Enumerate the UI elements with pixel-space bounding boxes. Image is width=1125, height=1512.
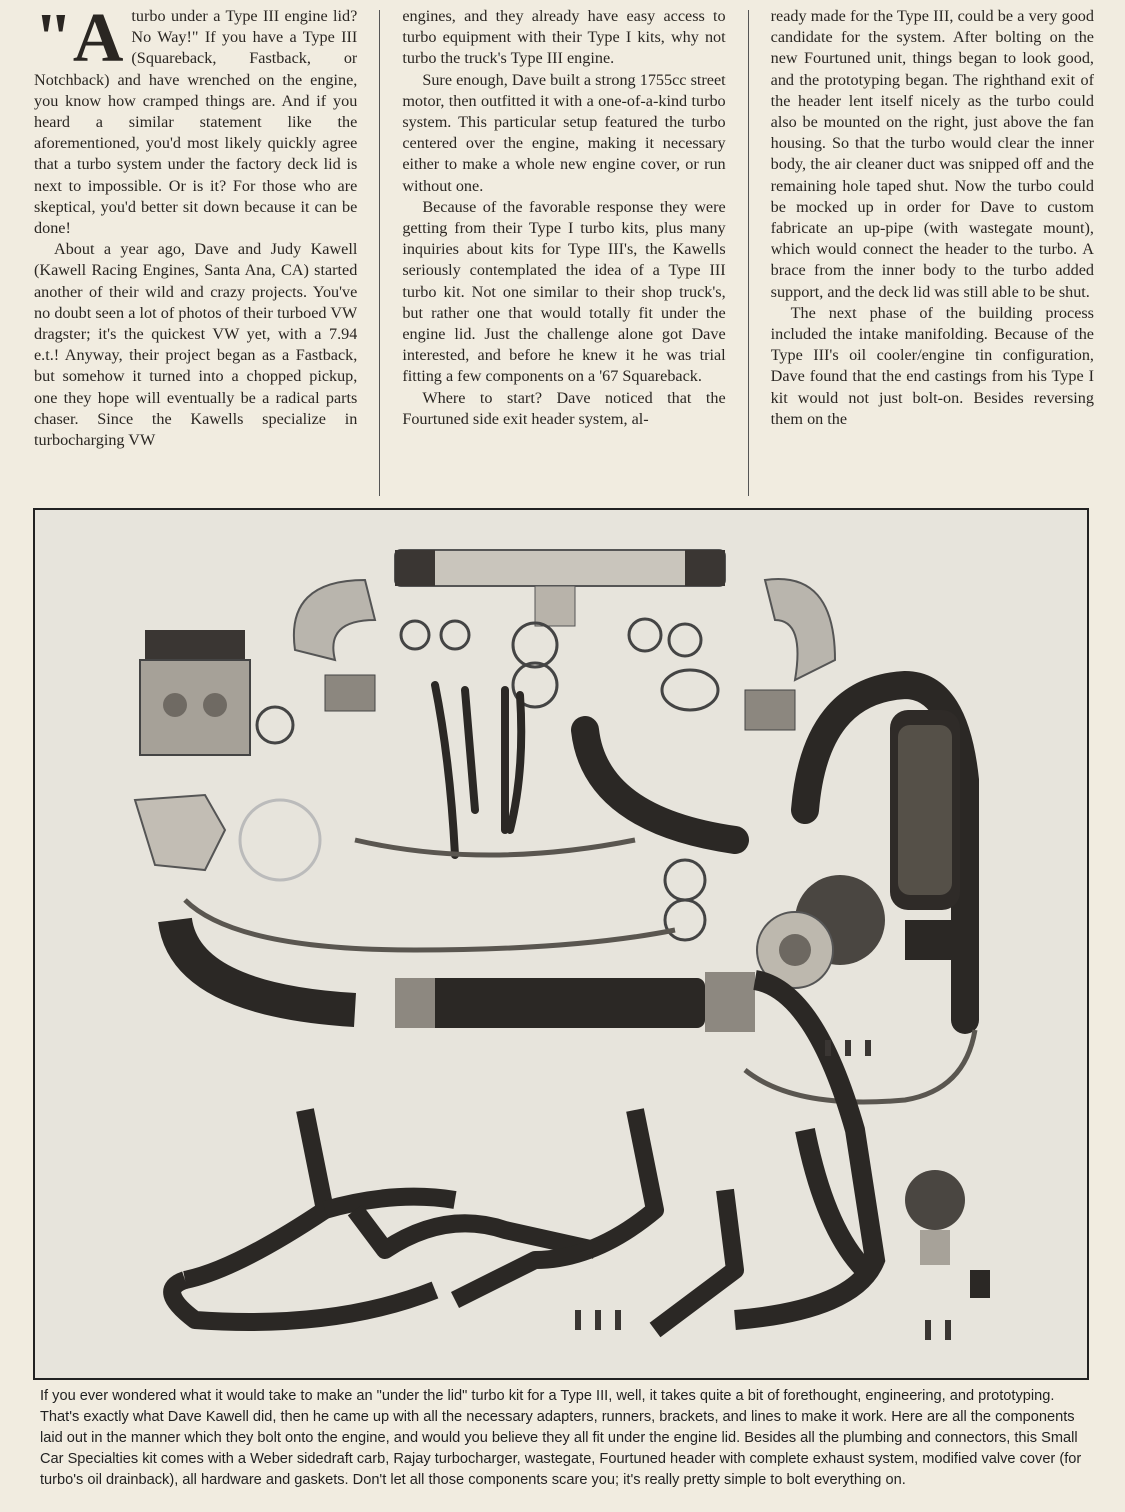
paragraph: Because of the favorable response they were getting from their Type I turbo kits, plus many inquiries about kits for Type III's, the Kawells seriously contemplated the idea of a Type III turbo kit. Not one similar to their shop truck's, but rather one that would totally fit under the engine lid. Just the challenge alone got Dave interested, and before he knew it he was trial fitting a few components on a '67 Squareback. bbox=[402, 197, 726, 386]
paragraph: ready made for the Type III, could be a very good candidate for the system. After bolting on the new Fourtuned unit, things began to look good, and the prototyping began. The righthand exit of the header lent itself nicely as the turbo could also be mounted on the right, just above the fan housing. So that the turbo would clear the inner body, the air cleaner duct was snipped off and the remaining hole taped shut. Now the turbo could be mocked up in order for Dave to custom fabricate an up-pipe (with wastegate mount), which would connect the header to the turbo. A brace from the inner body to the turbo added support, and the deck lid was still able to be shut. bbox=[770, 7, 1094, 301]
photo-caption: If you ever wondered what it would take to make an "under the lid" turbo kit for a Type III, well, it takes quite a bit of forethought, engineering, and prototyping. That's exactly what Dave Kawell did, then he came up with all the necessary adapters, runners, brackets, and lines to make it work. Here are all the components laid out in the manner which they bolt onto the engine, and would you believe they all fit under the engine lid. Besides all the plumbing and connectors, this Small Car Specialties kit comes with a Weber sidedraft carb, Rajay turbocharger, wastegate, Fourtuned header with complete exhaust system, modified valve cover (for turbo's oil drainback), all hardware and gaskets. Don't let all those components scare you; it's really pretty simple to bolt everything on. bbox=[40, 1388, 1082, 1488]
paragraph: About a year ago, Dave and Judy Kawell (Kawell Racing Engines, Santa Ana, CA) started another of their wild and crazy projects. You've no doubt seen a lot of photos of their turboed VW dragster; it's the quickest VW yet, with a 7.94 e.t.! Anyway, their project began as a Fastback, but somehow it turned into a chopped pickup, one they hope will eventually be a radical parts chaser. Since the Kawells specialize in turbocharging VW bbox=[34, 240, 358, 450]
paragraph-text: turbo under a Type III engine lid? No Way!" If you have a Type III (Squareback, Fastback, or Notchback) and have wrenched on the engine, you know how cramped things are. And if you heard a similar statement like the aforementioned, you'd most likely quickly agree that a turbo system under the factory deck lid is next to impossible. Or is it? For those who are skeptical, you'd better sit down because it can be done! bbox=[34, 7, 358, 238]
weber-carburetor bbox=[140, 630, 250, 755]
turbo-kit-photo bbox=[33, 508, 1089, 1380]
article-column-3 bbox=[771, 6, 1094, 496]
article-column-2 bbox=[402, 6, 725, 496]
paragraph: Sure enough, Dave built a strong 1755cc street motor, then outfitted it with a one-of-a-kind turbo system. This particular setup featured the turbo centered over the engine, making it necessary either to make a whole new engine cover, or run without one. bbox=[402, 70, 726, 195]
paragraph bbox=[34, 6, 357, 239]
paragraph: engines, and they already have easy access to turbo equipment with their Type I kits, why not turbo the truck's Type III engine. bbox=[402, 7, 726, 68]
article-column-1 bbox=[34, 6, 357, 496]
paragraph: Where to start? Dave noticed that the Fourtuned side exit header system, al- bbox=[402, 388, 726, 428]
intake-crossover bbox=[395, 972, 755, 1032]
article-columns bbox=[34, 6, 1094, 496]
turbo-kit-illustration bbox=[35, 510, 1087, 1378]
column-divider bbox=[379, 10, 380, 496]
dropcap: "A bbox=[34, 6, 124, 77]
valve-cover bbox=[890, 710, 960, 910]
paragraph: The next phase of the building process included the intake manifolding. Because of the Type III's oil cooler/engine tin configuration, Dave found that the end castings from his Type I kit would not just bolt-on. Besides reversing them on the bbox=[770, 303, 1094, 428]
column-divider bbox=[748, 10, 749, 496]
